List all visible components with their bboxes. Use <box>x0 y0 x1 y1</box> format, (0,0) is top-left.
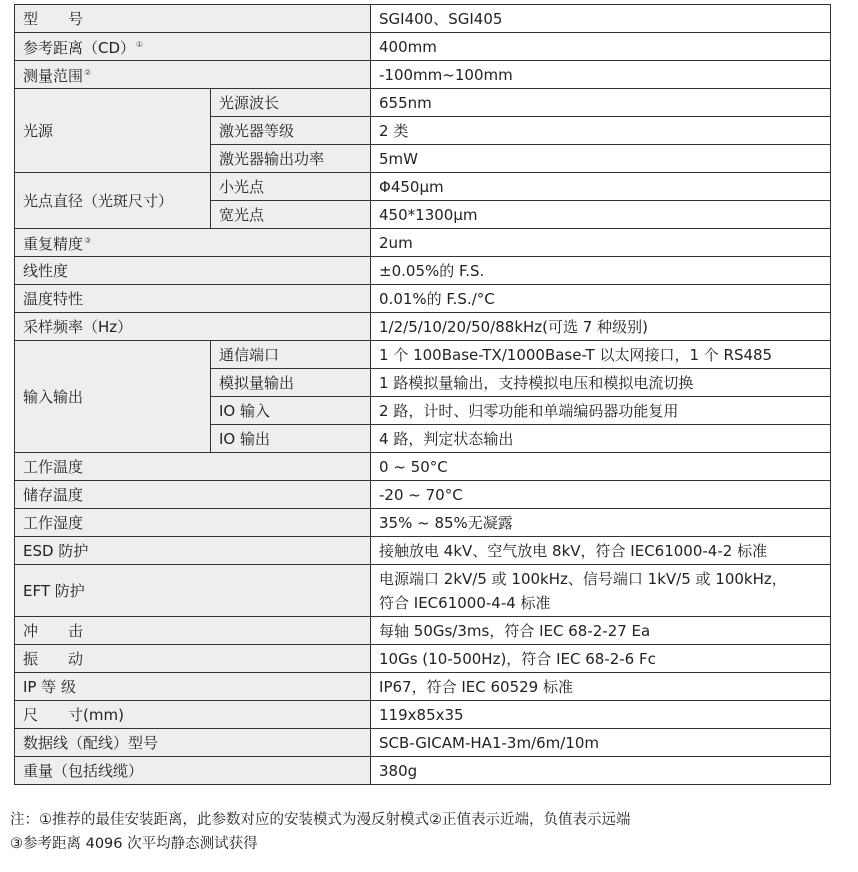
row-label: 型 号 <box>15 5 371 33</box>
table-row <box>15 645 831 673</box>
row-value: 655nm <box>371 89 831 117</box>
row-label: 参考距离（CD）① <box>15 33 371 61</box>
row-value: SCB-GICAM-HA1-3m/6m/10m <box>371 729 831 757</box>
footnote-marker: ① <box>136 40 144 49</box>
row-value: 2 路，计时、归零功能和单端编码器功能复用 <box>371 397 831 425</box>
row-label: 冲 击 <box>15 617 371 645</box>
row-value: 119x85x35 <box>371 701 831 729</box>
table-row <box>15 537 831 565</box>
row-label: 线性度 <box>15 257 371 285</box>
row-label: 储存温度 <box>15 481 371 509</box>
row-label: 工作湿度 <box>15 509 371 537</box>
row-value: 0.01%的 F.S./°C <box>371 285 831 313</box>
row-value-line: 符合 IEC61000-4-4 标准 <box>379 593 551 612</box>
table-row <box>15 285 831 313</box>
row-value: 10Gs (10-500Hz)，符合 IEC 68-2-6 Fc <box>371 645 831 673</box>
row-value: 2um <box>371 229 831 257</box>
row-value: Φ450μm <box>371 173 831 201</box>
row-value: 1/2/5/10/20/50/88kHz(可选 7 种级别) <box>371 313 831 341</box>
sub-label: 激光器输出功率 <box>211 145 371 173</box>
row-value: 0 ~ 50°C <box>371 453 831 481</box>
row-label: ESD 防护 <box>15 537 371 565</box>
table-row <box>15 757 831 785</box>
row-value: 5mW <box>371 145 831 173</box>
row-value <box>371 565 831 617</box>
row-value: 380g <box>371 757 831 785</box>
sub-label: 光源波长 <box>211 89 371 117</box>
row-label: IP 等 级 <box>15 673 371 701</box>
table-row <box>15 729 831 757</box>
row-label: 尺 寸(mm) <box>15 701 371 729</box>
table-row <box>15 673 831 701</box>
row-label: 采样频率（Hz） <box>15 313 371 341</box>
table-row <box>15 453 831 481</box>
sub-label: IO 输出 <box>211 425 371 453</box>
table-row <box>15 617 831 645</box>
footnotes <box>10 808 850 856</box>
row-label: 测量范围② <box>15 61 371 89</box>
row-value: 4 路，判定状态输出 <box>371 425 831 453</box>
row-value: ±0.05%的 F.S. <box>371 257 831 285</box>
table-row <box>15 257 831 285</box>
group-label: 输入输出 <box>15 341 211 453</box>
spec-table <box>14 4 831 785</box>
row-value-line: 电源端口 2kV/5 或 100kHz、信号端口 1kV/5 或 100kHz， <box>379 569 787 588</box>
table-row <box>15 61 831 89</box>
group-label: 光源 <box>15 89 211 173</box>
table-row <box>15 701 831 729</box>
sub-label: 模拟量输出 <box>211 369 371 397</box>
row-value: 1 个 100Base-TX/1000Base-T 以太网接口，1 个 RS485 <box>371 341 831 369</box>
sub-label: 小光点 <box>211 173 371 201</box>
row-value: 1 路模拟量输出，支持模拟电压和模拟电流切换 <box>371 369 831 397</box>
sub-label: 通信端口 <box>211 341 371 369</box>
row-value: 400mm <box>371 33 831 61</box>
group-label: 光点直径（光斑尺寸） <box>15 173 211 229</box>
row-value: IP67，符合 IEC 60529 标准 <box>371 673 831 701</box>
row-value: 每轴 50Gs/3ms，符合 IEC 68-2-27 Ea <box>371 617 831 645</box>
sub-label: 宽光点 <box>211 201 371 229</box>
footnote-marker: ③ <box>84 236 92 245</box>
row-label: 工作温度 <box>15 453 371 481</box>
table-row <box>15 89 831 117</box>
row-value: 接触放电 4kV、空气放电 8kV，符合 IEC61000-4-2 标准 <box>371 537 831 565</box>
table-row <box>15 173 831 201</box>
row-label: EFT 防护 <box>15 565 371 617</box>
row-value: SGI400、SGI405 <box>371 5 831 33</box>
table-row <box>15 5 831 33</box>
table-row <box>15 313 831 341</box>
footnote-line: 注：①推荐的最佳安装距离，此参数对应的安装模式为漫反射模式②正值表示近端，负值表示远端 <box>10 812 631 828</box>
row-label: 重量（包括线缆） <box>15 757 371 785</box>
footnote-marker: ② <box>84 68 92 77</box>
row-value: 2 类 <box>371 117 831 145</box>
table-row <box>15 565 831 617</box>
table-row <box>15 481 831 509</box>
row-value: 35% ~ 85%无凝露 <box>371 509 831 537</box>
row-label: 振 动 <box>15 645 371 673</box>
row-label: 温度特性 <box>15 285 371 313</box>
row-value: -100mm~100mm <box>371 61 831 89</box>
table-row <box>15 341 831 369</box>
table-row <box>15 229 831 257</box>
table-row <box>15 509 831 537</box>
row-label: 重复精度③ <box>15 229 371 257</box>
row-value: -20 ~ 70°C <box>371 481 831 509</box>
row-label: 数据线（配线）型号 <box>15 729 371 757</box>
footnote-line: ③参考距离 4096 次平均静态测试获得 <box>10 836 258 852</box>
row-value: 450*1300μm <box>371 201 831 229</box>
sub-label: IO 输入 <box>211 397 371 425</box>
sub-label: 激光器等级 <box>211 117 371 145</box>
table-row <box>15 33 831 61</box>
